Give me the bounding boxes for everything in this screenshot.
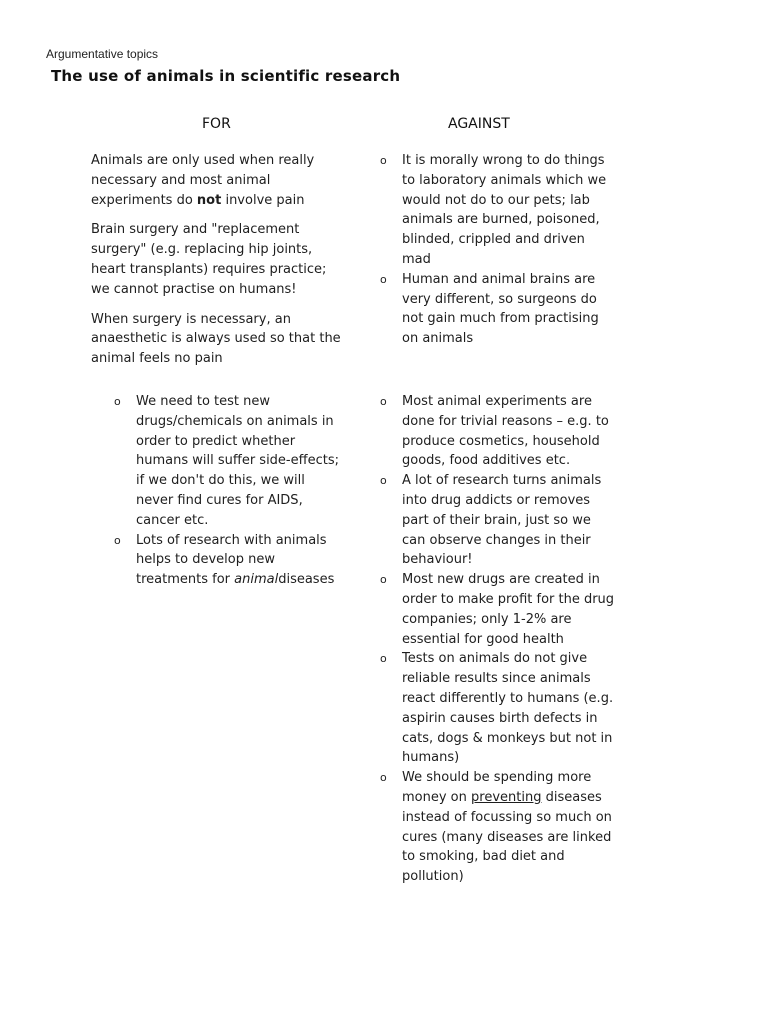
for-heading: FOR xyxy=(202,116,231,132)
bullet-marker: o xyxy=(380,154,387,167)
list-item xyxy=(380,768,616,887)
for-paragraph-2: Brain surgery and "replacement surgery" (e.g. replacing hip joints, heart transplants) requires practice; we cannot practise on humans! xyxy=(91,222,327,297)
list-item xyxy=(380,471,616,570)
bullet-marker: o xyxy=(114,533,121,547)
list-item xyxy=(114,531,346,590)
for-bullet-1-text: We need to test new drugs/chemicals on animals in order to predict whether humans will suffer side-effects; if we don't do this, we will never find cures for AIDS, cancer etc. xyxy=(136,394,339,528)
list-item xyxy=(380,649,616,768)
for-bullet-2-emphasis: animal xyxy=(234,572,279,588)
against-bottom-bullet-3-text: Most new drugs are created in order to make profit for the drug companies; only 1-2% are essential for good health xyxy=(402,572,615,647)
list-item xyxy=(380,570,616,649)
for-paragraph-3: When surgery is necessary, an anaesthetic is always used so that the animal feels no pain xyxy=(91,311,341,367)
against-bottom-bullet-5-text-a: We should be spending more money on xyxy=(402,770,592,805)
bullet-marker: o xyxy=(380,573,387,587)
for-bullet-list xyxy=(114,392,346,590)
for-paragraph-1-text-c: involve pain xyxy=(221,192,305,208)
against-bottom-bullet-2-text: A lot of research turns animals into drug addicts or removes part of their brain, just so we can observe changes in their behaviour! xyxy=(402,473,602,568)
for-paragraph-1-emphasis: not xyxy=(196,192,222,208)
against-top-bullet-1-text: It is morally wrong to do things to laboratory animals which we would not do to our pets; lab animals are burned, poisoned, blinded, crippled and driven mad xyxy=(402,153,607,267)
document-label: Argumentative topics xyxy=(46,47,159,61)
against-bullet-list-bottom xyxy=(380,392,616,887)
against-heading: AGAINST xyxy=(448,116,510,132)
bullet-marker: o xyxy=(380,771,387,785)
list-item xyxy=(114,392,346,531)
bullet-marker: o xyxy=(380,395,387,408)
bullet-marker: o xyxy=(380,272,387,286)
against-bottom-bullet-1-text: Most animal experiments are done for trivial reasons – e.g. to produce cosmetics, household goods, food additives etc. xyxy=(402,394,609,469)
for-bullet-2-text-a: Lots of research with animals helps to develop new treatments for xyxy=(136,532,327,588)
bullet-marker: o xyxy=(380,652,387,666)
for-paragraph-1-text-a: Animals are only used when really necessary and most animal experiments do xyxy=(91,153,315,208)
for-bullet-2-text-c: diseases xyxy=(278,572,335,588)
for-paragraph-1 xyxy=(91,151,349,210)
for-paragraphs xyxy=(91,151,349,379)
against-bottom-bullet-5-emphasis: preventing xyxy=(471,789,542,805)
against-bottom-bullet-5-text-c: diseases instead of focussing so much on cures (many diseases are linked to smoking, bad diet and pollution) xyxy=(402,789,612,885)
page-title: The use of animals in scientific research xyxy=(51,67,401,85)
bullet-marker: o xyxy=(114,395,121,408)
against-top-bullet-2-text: Human and animal brains are very different, so surgeons do not gain much from practising on animals xyxy=(402,271,599,347)
list-item xyxy=(380,270,616,349)
against-bullet-list-top xyxy=(380,151,616,349)
against-bottom-bullet-4-text: Tests on animals do not give reliable results since animals react differently to humans (e.g. aspirin causes birth defects in cats, dogs & monkeys but not in humans) xyxy=(402,651,614,766)
list-item xyxy=(380,151,616,270)
bullet-marker: o xyxy=(380,474,387,488)
list-item xyxy=(380,392,616,471)
